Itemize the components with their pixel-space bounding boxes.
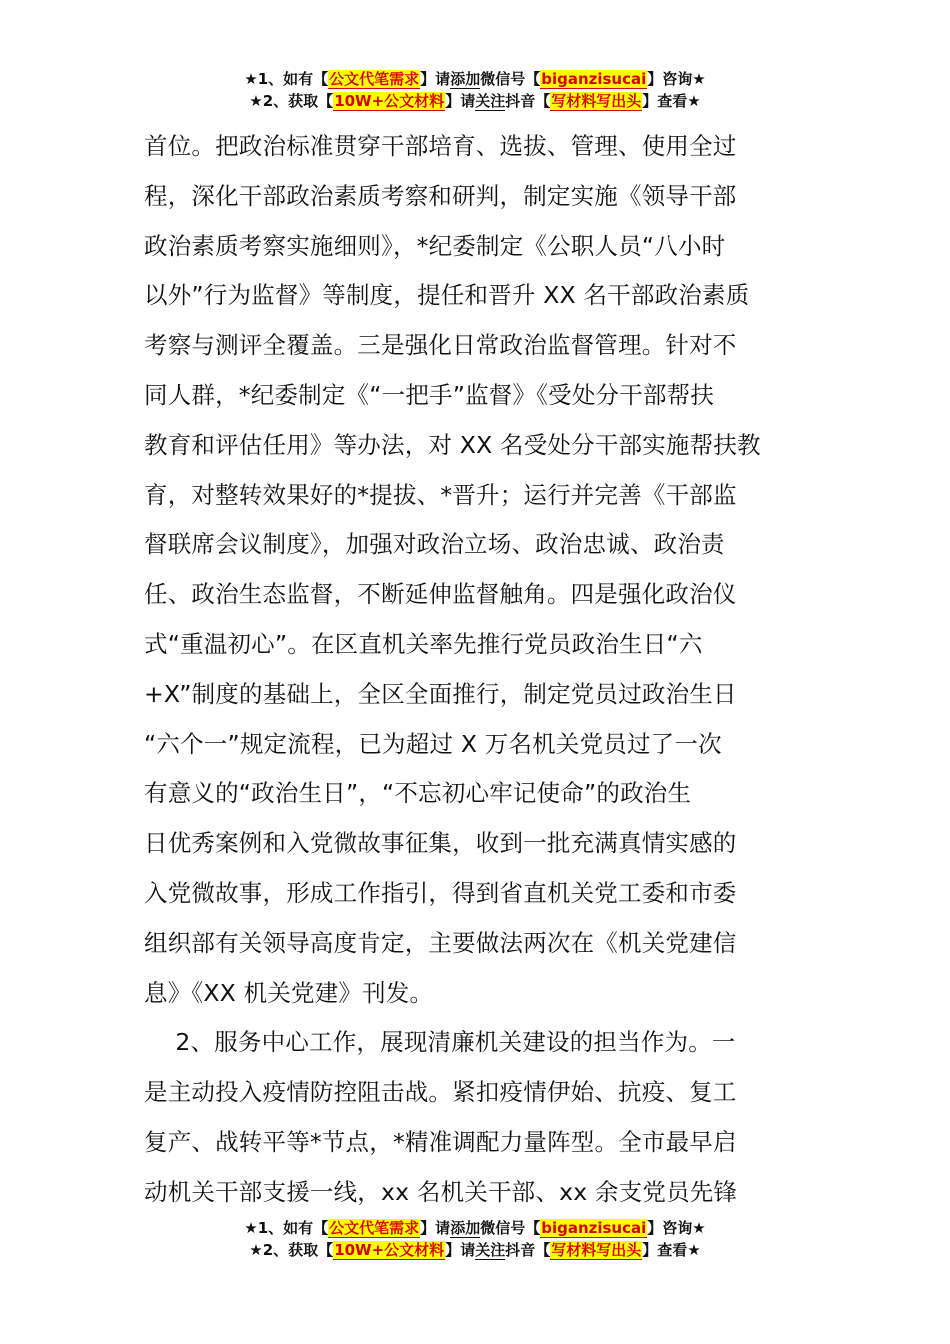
body-line: 政治素质考察实施细则》，*纪委制定《公职人员“八小时 bbox=[144, 231, 726, 260]
promo-highlight: 10W+公文材料 bbox=[334, 92, 445, 110]
promo-text: 】请 bbox=[445, 1241, 476, 1259]
promo-text: 微信号【 bbox=[480, 70, 541, 88]
promo-text: 微信号【 bbox=[480, 1219, 541, 1237]
body-line: +X”制度的基础上，全区全面推行，制定党员过政治生日 bbox=[144, 679, 737, 708]
promo-douyin-id: 写材料写出头 bbox=[551, 1241, 642, 1259]
document-body bbox=[144, 122, 808, 1218]
promo-line-1 bbox=[0, 68, 950, 90]
promo-text: ★1、如有【 bbox=[244, 1219, 329, 1237]
body-line: 同人群，*纪委制定《“一把手”监督》《受处分干部帮扶 bbox=[144, 380, 715, 409]
body-line: 组织部有关领导高度肯定，主要做法两次在《机关党建信 bbox=[144, 928, 737, 957]
body-line: 2、服务中心工作，展现清廉机关建设的担当作为。一 bbox=[144, 1028, 736, 1057]
promo-underline: 添加 bbox=[450, 70, 481, 88]
promo-highlight: 10W+公文材料 bbox=[334, 1241, 445, 1259]
promo-text: 】请 bbox=[420, 70, 451, 88]
body-line: 日优秀案例和入党微故事征集，收到一批充满真情实感的 bbox=[144, 829, 737, 858]
body-line: 入党微故事，形成工作指引，得到省直机关党工委和市委 bbox=[144, 878, 737, 907]
promo-text: 】请 bbox=[420, 1219, 451, 1237]
promo-text: 】查看★ bbox=[642, 1241, 701, 1259]
promo-text: ★2、获取【 bbox=[249, 92, 334, 110]
promo-underline: 关注 bbox=[475, 92, 506, 110]
body-line: 是主动投入疫情防控阻击战。紧扣疫情伊始、抗疫、复工 bbox=[144, 1078, 737, 1107]
promo-text: 抖音【 bbox=[505, 1241, 551, 1259]
promo-text: 】请 bbox=[445, 92, 476, 110]
promo-line-1 bbox=[0, 1217, 950, 1239]
promo-banner-top bbox=[0, 68, 950, 112]
promo-wechat-id: biganzisucai bbox=[541, 70, 647, 88]
body-line: 首位。把政治标准贯穿干部培育、选拔、管理、使用全过 bbox=[144, 132, 737, 160]
promo-underline: 关注 bbox=[475, 1241, 506, 1259]
body-line: 教育和评估任用》等办法，对 XX 名受处分干部实施帮扶教 bbox=[144, 430, 761, 459]
promo-underline: 添加 bbox=[450, 1219, 481, 1237]
promo-text: 】咨询★ bbox=[647, 70, 706, 88]
body-line: 考察与测评全覆盖。三是强化日常政治监督管理。针对不 bbox=[144, 331, 737, 360]
promo-banner-bottom bbox=[0, 1217, 950, 1261]
body-line: 育，对整转效果好的*提拔、*晋升；运行并完善《干部监 bbox=[144, 480, 737, 509]
promo-text: 】咨询★ bbox=[647, 1219, 706, 1237]
body-line: 动机关干部支援一线，xx 名机关干部、xx 余支党员先锋 bbox=[144, 1177, 738, 1206]
promo-line-2 bbox=[0, 90, 950, 112]
body-line: 以外”行为监督》等制度，提任和晋升 XX 名干部政治素质 bbox=[144, 281, 750, 310]
body-line: 式“重温初心”。在区直机关率先推行党员政治生日“六 bbox=[144, 629, 703, 658]
promo-highlight: 公文代笔需求 bbox=[329, 1219, 420, 1237]
body-line: 程，深化干部政治素质考察和研判，制定实施《领导干部 bbox=[144, 181, 737, 210]
body-line: 任、政治生态监督，不断延伸监督触角。四是强化政治仪 bbox=[144, 580, 737, 609]
body-line: “六个一”规定流程，已为超过 X 万名机关党员过了一次 bbox=[144, 729, 722, 758]
promo-text: 抖音【 bbox=[505, 92, 551, 110]
promo-text: ★1、如有【 bbox=[244, 70, 329, 88]
promo-text: 】查看★ bbox=[642, 92, 701, 110]
promo-highlight: 公文代笔需求 bbox=[329, 70, 420, 88]
promo-douyin-id: 写材料写出头 bbox=[551, 92, 642, 110]
body-line: 有意义的“政治生日”，“不忘初心牢记使命”的政治生 bbox=[144, 779, 692, 808]
promo-text: ★2、获取【 bbox=[249, 1241, 334, 1259]
body-line: 息》《XX 机关党建》刊发。 bbox=[144, 978, 434, 1007]
body-line: 督联席会议制度》，加强对政治立场、政治忠诚、政治责 bbox=[144, 530, 725, 559]
promo-line-2 bbox=[0, 1239, 950, 1261]
body-line: 复产、战转平等*节点，*精准调配力量阵型。全市最早启 bbox=[144, 1127, 737, 1156]
promo-wechat-id: biganzisucai bbox=[541, 1219, 647, 1237]
